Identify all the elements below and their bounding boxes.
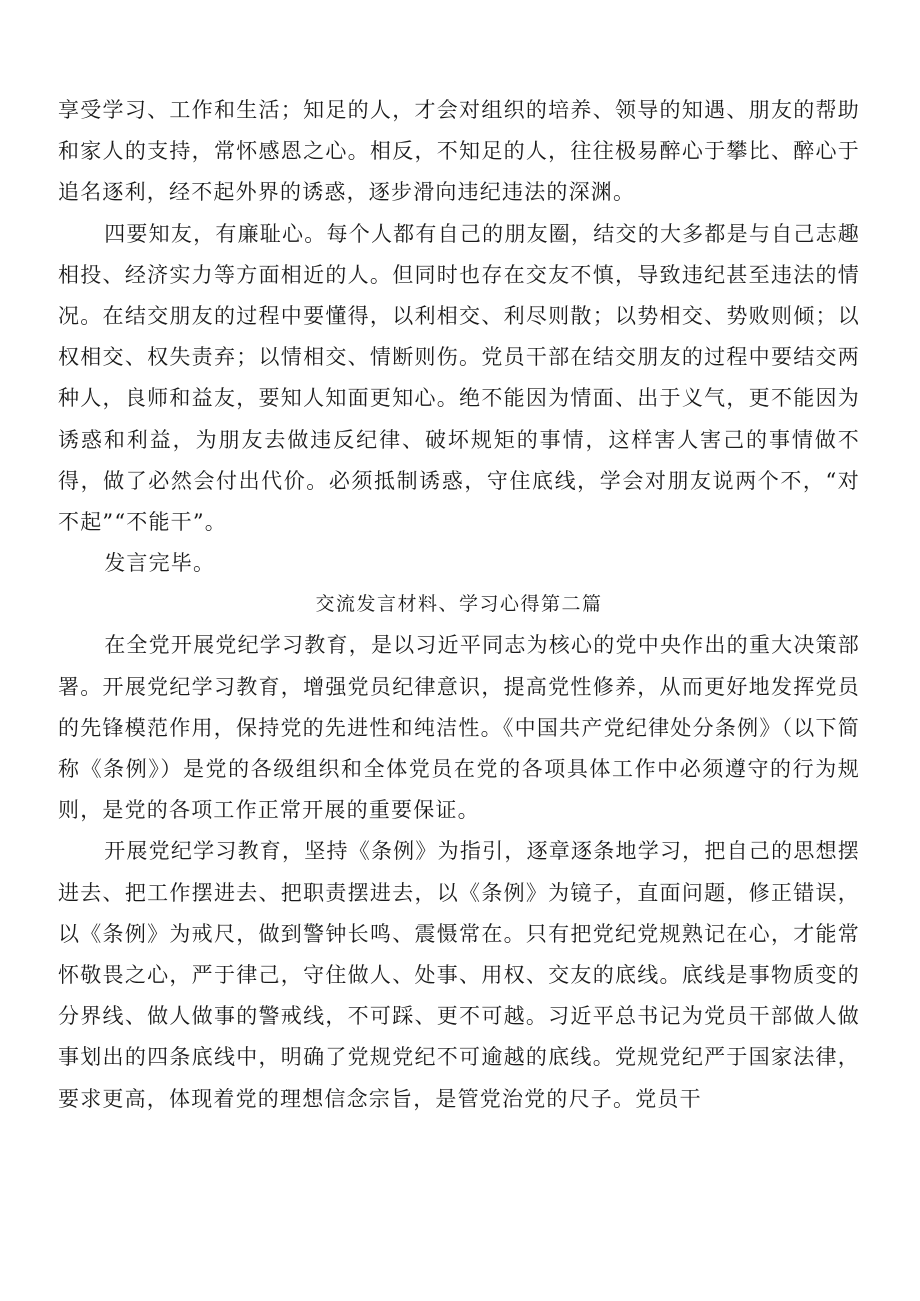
paragraph-intro: 在全党开展党纪学习教育，是以习近平同志为核心的党中央作出的重大决策部署。开展党纪学习教育，增强党员纪律意识，提高党性修养，从而更好地发挥党员的先锋模范作用，保持党的先进性和纯洁性。《中国共产党纪律处分条例》（以下简称《条例》）是党的各级组织和全体党员在党的各项具体工作中必须遵守的行为规则，是党的各项工作正常开展的重要保证。 — [58, 633, 860, 823]
paragraph-contentment: 享受学习、工作和生活；知足的人，才会对组织的培养、领导的知遇、朋友的帮助和家人的支持，常怀感恩之心。相反，不知足的人，往往极易醉心于攀比、醉心于追名逐利，经不起外界的诱惑，逐步滑向违纪违法的深渊。 — [58, 98, 860, 205]
paragraph-friendship: 四要知友，有廉耻心。每个人都有自己的朋友圈，结交的大多都是与自己志趣相投、经济实力等方面相近的人。但同时也存在交友不慎，导致违纪甚至违法的情况。在结交朋友的过程中要懂得，以利相交、利尽则散；以势相交、势败则倾；以权相交、权失责弃；以情相交、情断则伤。党员干部在结交朋友的过程中要结交两种人，良师和益友，要知人知面更知心。绝不能因为情面、出于义气，更不能因为诱惑和利益，为朋友去做违反纪律、破坏规矩的事情，这样害人害己的事情做不得，做了必然会付出代价。必须抵制诱惑，守住底线，学会对朋友说两个不，“对不起”“不能干”。 — [58, 221, 860, 535]
section-heading: 交流发言材料、学习心得第二篇 — [315, 593, 603, 616]
paragraph-regulations: 开展党纪学习教育，坚持《条例》为指引，逐章逐条地学习，把自己的思想摆进去、把工作摆进去、把职责摆进去，以《条例》为镜子，直面问题，修正错误，以《条例》为戒尺，做到警钟长鸣、震慑常在。只有把党纪党规熟记在心，才能常怀敬畏之心，严于律己，守住做人、处事、用权、交友的底线。底线是事物质变的分界线、做人做事的警戒线，不可踩、更不可越。习近平总书记为党员干部做人做事划出的四条底线中，明确了党规党纪不可逾越的底线。党规党纪严于国家法律，要求更高，体现着党的理想信念宗旨，是管党治党的尺子。党员干 — [58, 839, 860, 1111]
paragraph-closing: 发言完毕。 — [104, 551, 216, 576]
